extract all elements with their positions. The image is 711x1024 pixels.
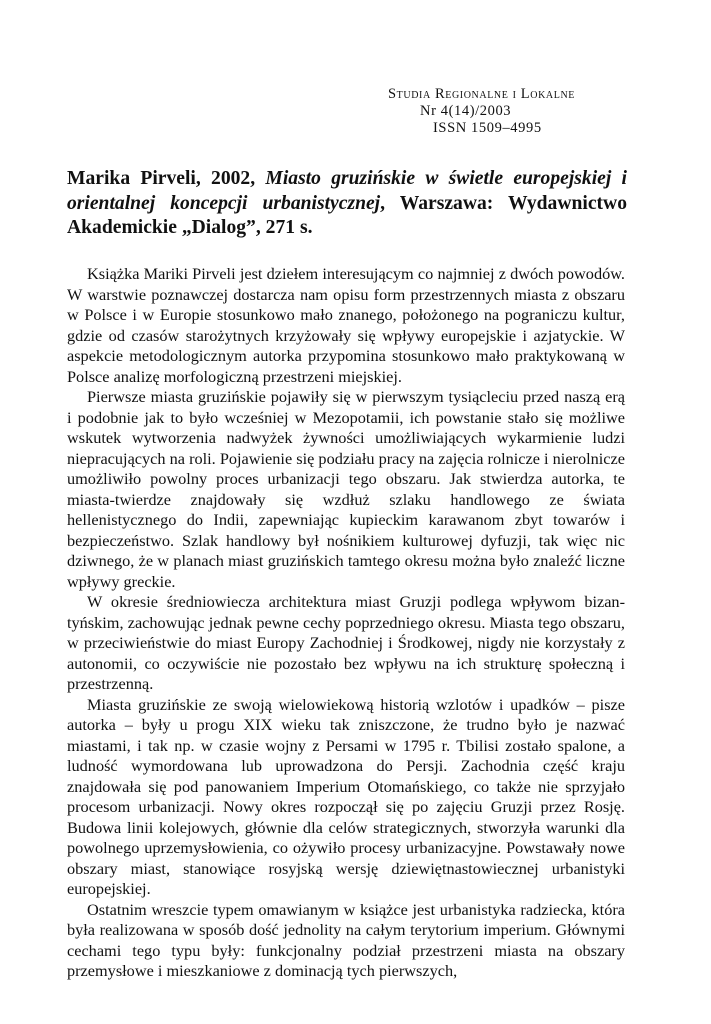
review-book-title: Miasto gruzińskie w świetle europejskiej i orientalnej koncepcji urbanistycznej xyxy=(67,168,628,214)
review-author-year: Marika Pirveli, 2002, xyxy=(67,168,266,189)
journal-name: Studia Regionalne i Lokalne xyxy=(388,86,575,102)
review-publisher: , Warszawa: Wydawnictwo Akademickie „Dialog”, 271 s. xyxy=(67,192,627,238)
paragraph-4: Miasta gruzińskie ze swoją wielowiekową historią wzlotów i upadków – pisze autorka – były u progu XIX wieku tak zniszczone, że trudno było je nazwać miastami, i tak np. w czasie wojny z Persami w 1795 r. Tbilisi zostało spalone, a ludność wymordowana lub uprowadzona do Persji. Zachodnia część kraju znajdowała się pod panowaniem Imperium Otomańskiego, co także nie sprzyjało procesom urbanizacji. Nowy okres rozpoczął się po zajęciu Gruzji przez Rosję. Budowa linii kolejowych, głównie dla celów strategicznych, stworzyła warunki dla powolnego uprzemysłowienia, co ożywiło procesy urbanizacyjne. Powstawały nowe obszary miast, stanowiące rosyjską wersję dziewiętnastowiecznej urbanistyki europejskiej. xyxy=(67,694,625,898)
review-body xyxy=(67,264,625,982)
review-citation xyxy=(67,167,627,241)
journal-issue: Nr 4(14)/2003 xyxy=(420,103,512,119)
journal-issn: ISSN 1509–4995 xyxy=(433,120,542,136)
paragraph-3: W okresie średniowiecza architektura miast Gruzji podlega wpływom bizantyńskim, zachowując jednak pewne cechy poprzedniego okresu. Miasta tego obszaru, w przeciwieństwie do miast Europy Zachodniej i Środkowej, nigdy nie korzystały z autonomii, co oczywiście nie pozostało bez wpływu na ich strukturę społeczną i przestrzenną. xyxy=(67,592,625,693)
paragraph-2: Pierwsze miasta gruzińskie pojawiły się w pierwszym tysiącleciu przed naszą erą i podobnie jak to było wcześniej w Mezopotamii, ich powstanie stało się możliwe wskutek wytworzenia nadwyżek żywności umożliwiających wykarmienie ludzi niepracujących na roli. Pojawienie się podziału pracy na zajęcia rolnicze i nierolnicze umożliwiło powolny proces urbanizacji tego obszaru. Jak stwierdza autorka, te miasta-twierdze znajdowały się wzdłuż szlaku handlowego ze świata hellenistycznego do Indii, zapewniając kupieckim karawanom zbyt towarów i bezpieczeństwo. Szlak handlowy był nośnikiem kulturowej dyfuzji, tak więc nic dziwnego, że w planach miast gruzińskich tamtego okresu można było znaleźć liczne wpływy greckie. xyxy=(67,387,625,591)
paragraph-5: Ostatnim wreszcie typem omawianym w książce jest urbanistyka radziecka, która była realizowana w sposób dość jednolity na całym terytorium imperium. Głównymi cechami tego typu były: funkcjonalny podział przestrzeni miasta na obszary przemysłowe i mieszkaniowe z dominacją tych pierwszych, xyxy=(67,899,625,980)
paragraph-1: Książka Mariki Pirveli jest dziełem interesującym co najmniej z dwóch powodów. W warstwie poznawczej dostarcza nam opisu form przestrzennych miasta z obszaru w Polsce i w Europie stosunkowo mało znanego, położonego na pograniczu kultur, gdzie od czasów starożytnych krzyżowały się wpływy europejskie i azjatyckie. W aspekcie metodologicznym autorka przypomina stosunkowo mało praktykowaną w Polsce analizę morfologiczną przestrzeni miejskiej. xyxy=(67,264,625,386)
journal-header xyxy=(330,86,630,137)
